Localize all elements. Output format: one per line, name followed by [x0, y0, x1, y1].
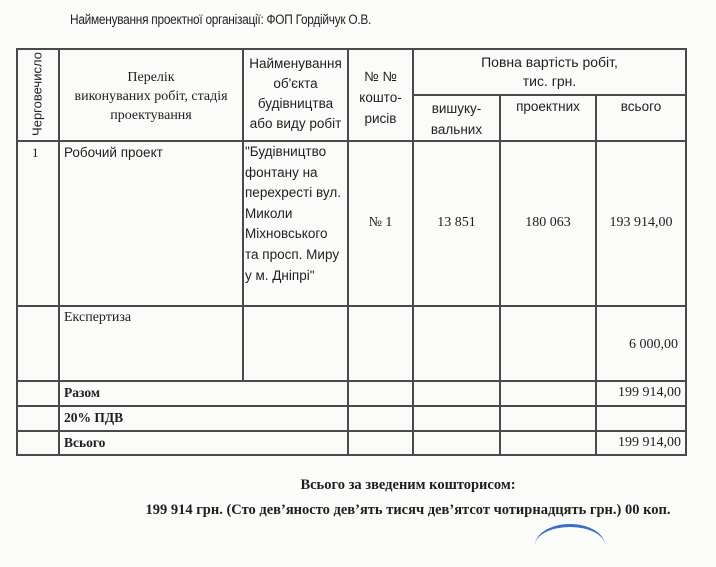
footer-sum-in-words: 199 914 грн. (Сто дев’яносто дев’ять тисяч дев’ятсот чотирнадцять грн.) 00 коп. [145, 502, 671, 518]
row-1-survey: 13 851 [437, 215, 476, 230]
organization-line: Найменування проектної організації: ФОП Гордійчук О.В. [70, 12, 372, 27]
grid-line [499, 94, 501, 455]
object-line: та просп. Миру [245, 246, 340, 262]
header-works-line: Перелік [127, 70, 175, 85]
header-object-line: або виду робіт [249, 116, 342, 131]
row-1-design: 180 063 [525, 215, 571, 230]
grid-line [16, 380, 686, 382]
object-line: Міхновського [245, 226, 328, 242]
object-line: у м. Дніпрі" [245, 267, 315, 283]
object-line: Миколи [245, 205, 293, 221]
header-estimate-line: № № [364, 69, 397, 84]
header-cost-group-line: тис. грн. [522, 73, 577, 89]
grid-line [16, 430, 686, 432]
header-object [244, 54, 347, 134]
stamp-icon [535, 524, 605, 567]
grid-line [685, 48, 687, 455]
header-survey-line: вальних [430, 122, 483, 137]
header-total: всього [620, 99, 662, 114]
header-works-line: проектування [110, 108, 192, 123]
header-estimate-no [349, 66, 412, 129]
summary-grand-total-label: Всього [64, 435, 106, 450]
header-object-line: будівництва [257, 96, 334, 111]
summary-subtotal-total: 199 914,00 [618, 385, 681, 400]
header-estimate-line: рисів [364, 111, 397, 126]
row-1-seq-no: 1 [32, 145, 39, 160]
header-works-line: виконуваних робіт, стадія [74, 89, 228, 104]
grid-line [16, 454, 687, 456]
header-object-line: об'єкта [273, 76, 318, 91]
object-line: "Будівництво [245, 144, 327, 159]
summary-estimate-table [16, 48, 686, 455]
row-1-object [245, 142, 341, 286]
header-seq-no [16, 48, 58, 140]
header-design: проектних [516, 99, 580, 114]
row-1-estimate-no: № 1 [368, 215, 393, 230]
object-line: перехресті вул. [245, 185, 341, 201]
header-object-line: Найменування [249, 56, 342, 71]
row-2-total: 6 000,00 [629, 337, 678, 352]
row-1-work: Робочий проект [64, 145, 163, 160]
footer-title: Всього за зведеним кошторисом: [300, 477, 516, 493]
row-1-total: 193 914,00 [609, 215, 673, 230]
header-seq-no-label: Черговечисло [29, 52, 45, 136]
header-cost-group-line: Повна вартість робіт, [481, 54, 618, 70]
header-survey-line: вишуку- [431, 101, 482, 116]
summary-vat-label: 20% ПДВ [64, 410, 124, 425]
header-cost-group [414, 53, 685, 91]
object-line: фонтану на [245, 164, 318, 180]
header-estimate-line: кошто- [359, 90, 402, 105]
header-survey [414, 98, 499, 140]
header-works [60, 68, 242, 125]
summary-subtotal-label: Разом [64, 385, 101, 400]
summary-grand-total: 199 914,00 [618, 435, 681, 450]
grid-line [16, 48, 686, 50]
row-2-work: Експертиза [64, 310, 132, 325]
